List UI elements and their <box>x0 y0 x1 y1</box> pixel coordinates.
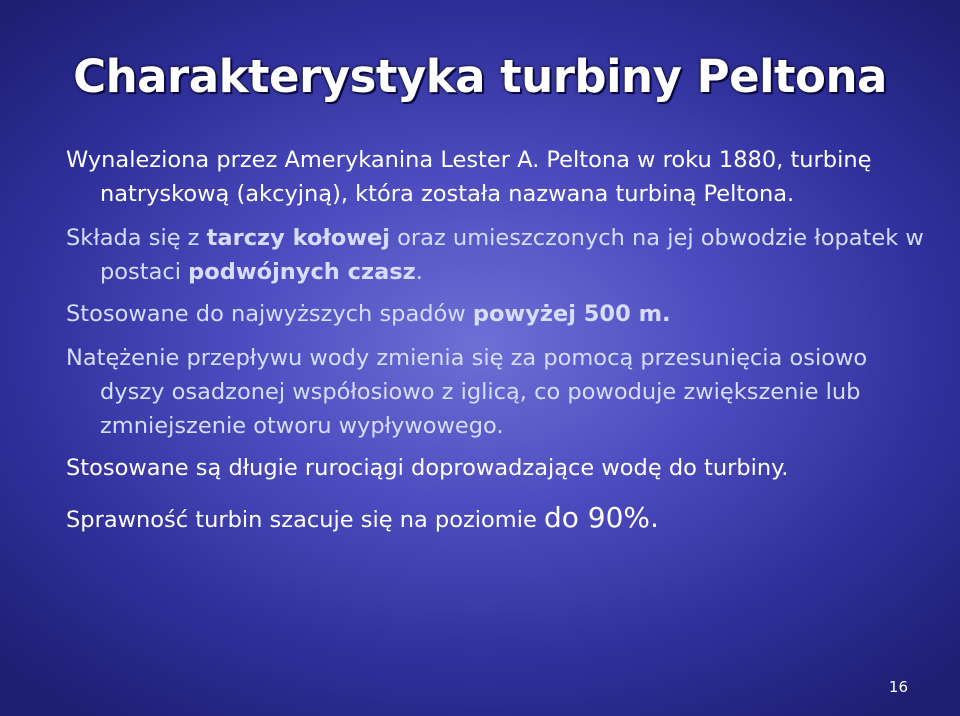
paragraph-head <box>66 297 926 331</box>
text-segment: oraz umieszczonych na jej obwodzie łopatek w postaci <box>100 225 924 285</box>
text-segment: Stosowane do najwyższych spadów <box>66 301 473 327</box>
paragraph-construction <box>66 221 926 289</box>
paragraph-pipelines: Stosowane są długie rurociągi doprowadzające wodę do turbiny. <box>66 455 789 481</box>
paragraph-invention: Wynaleziona przez Amerykanina Lester A. Peltona w roku 1880, turbinę natryskową (akcyjną), która została nazwana turbiną Peltona. <box>66 147 872 207</box>
paragraph-flow-control: Natężenie przepływu wody zmienia się za pomocą przesunięcia osiowo dyszy osadzonej współosiowo z iglicą, co powoduje zwiększenie lub zmniejszenie otworu wypływowego. <box>66 345 868 439</box>
paragraph-efficiency <box>66 501 926 537</box>
emphasis-buckets: podwójnych czasz <box>188 259 416 285</box>
page-number: 16 <box>888 678 908 696</box>
slide-title: Charakterystyka turbiny Peltona <box>73 50 887 103</box>
slide-content <box>66 143 926 537</box>
text-segment: Sprawność turbin szacuje się na poziomie <box>66 507 544 533</box>
text-segment: . <box>415 259 423 285</box>
efficiency-value: do 90%. <box>543 501 659 534</box>
text-segment: Składa się z <box>66 225 207 251</box>
emphasis-head: powyżej 500 m. <box>472 301 671 327</box>
emphasis-disc: tarczy kołowej <box>206 225 391 251</box>
